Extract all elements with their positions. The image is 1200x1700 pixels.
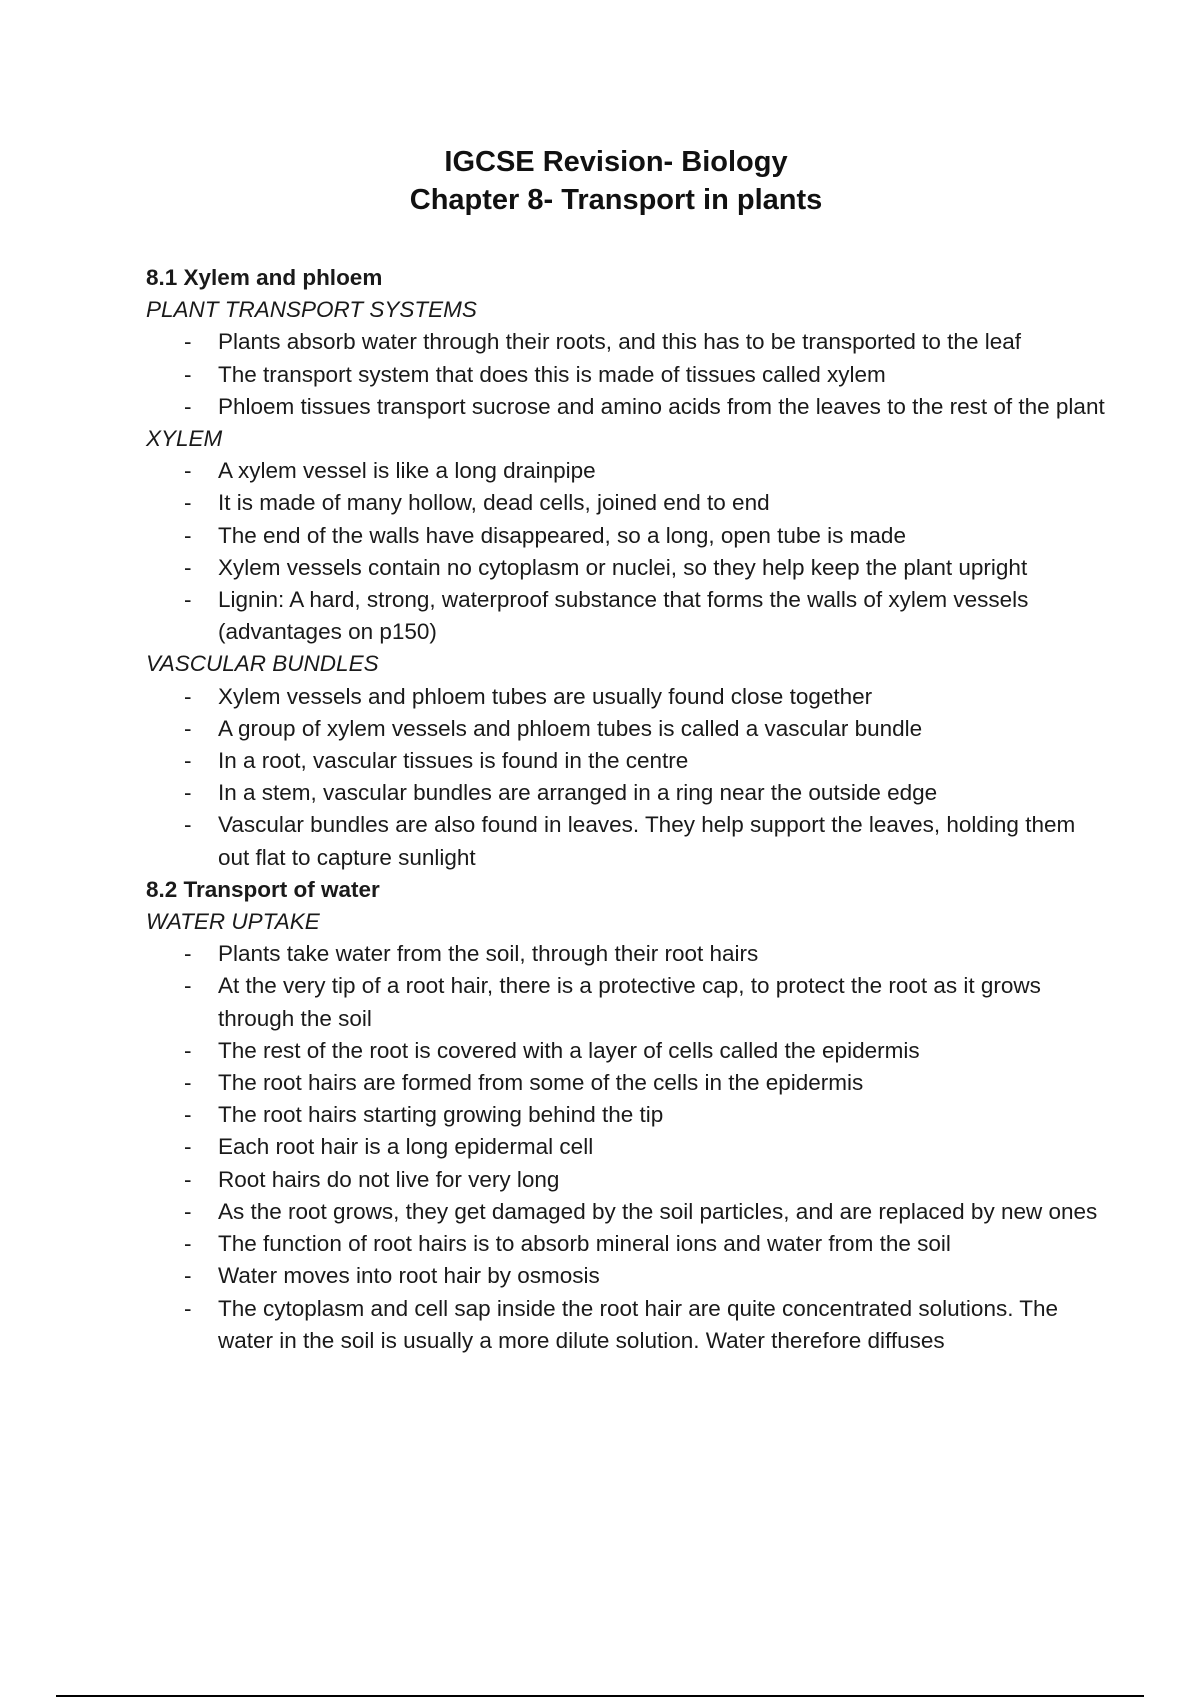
list-item-text: Lignin: A hard, strong, waterproof substance that forms the walls of xylem vessels (advantages on p150) (218, 587, 1029, 645)
list-item-text: In a stem, vascular bundles are arranged in a ring near the outside edge (218, 780, 938, 806)
bullet-list (146, 938, 1106, 1357)
bullet-dash-icon: - (184, 812, 192, 838)
bullet-dash-icon: - (184, 1166, 192, 1192)
list-item (146, 326, 1106, 358)
subsection-heading: PLANT TRANSPORT SYSTEMS (146, 297, 477, 323)
list-item-text: Xylem vessels contain no cytoplasm or nuclei, so they help keep the plant upright (218, 554, 1028, 580)
list-item (146, 552, 1106, 584)
list-item-text: The rest of the root is covered with a layer of cells called the epidermis (218, 1037, 920, 1063)
list-item (146, 1260, 1106, 1292)
subsection-heading: VASCULAR BUNDLES (146, 651, 379, 677)
list-item (146, 1131, 1106, 1163)
document-title: IGCSE Revision- Biology (444, 146, 788, 178)
list-item (146, 970, 1106, 1034)
list-item (146, 809, 1106, 873)
bullet-dash-icon: - (184, 1070, 192, 1096)
list-item (146, 745, 1106, 777)
list-item-text: The function of root hairs is to absorb mineral ions and water from the soil (218, 1231, 951, 1257)
list-item-text: Vascular bundles are also found in leaves. They help support the leaves, holding them out flat to capture sunlight (218, 812, 1076, 870)
list-item (146, 359, 1106, 391)
list-item (146, 938, 1106, 970)
list-item-text: Root hairs do not live for very long (218, 1166, 560, 1192)
bullet-dash-icon: - (184, 1102, 192, 1128)
list-item (146, 584, 1106, 648)
list-item (146, 1228, 1106, 1260)
bullet-dash-icon: - (184, 1263, 192, 1289)
list-item-text: Each root hair is a long epidermal cell (218, 1134, 594, 1160)
chapter-title: Chapter 8- Transport in plants (409, 184, 823, 216)
bullet-list (146, 326, 1106, 423)
list-item-text: At the very tip of a root hair, there is a protective cap, to protect the root as it grows through the soil (218, 973, 1041, 1031)
bullet-list (146, 681, 1106, 874)
document-body (146, 262, 1106, 1357)
list-item (146, 1293, 1106, 1357)
list-item (146, 391, 1106, 423)
bullet-dash-icon: - (184, 490, 192, 516)
bullet-dash-icon: - (184, 587, 192, 613)
list-item-text: Xylem vessels and phloem tubes are usually found close together (218, 683, 873, 709)
list-item-text: A xylem vessel is like a long drainpipe (218, 458, 596, 484)
section-heading: 8.2 Transport of water (146, 876, 380, 902)
list-item (146, 1099, 1106, 1131)
bullet-dash-icon: - (184, 683, 192, 709)
bullet-dash-icon: - (184, 973, 192, 999)
list-item-text: The root hairs starting growing behind the tip (218, 1102, 664, 1128)
list-item (146, 681, 1106, 713)
bullet-dash-icon: - (184, 522, 192, 548)
list-item (146, 520, 1106, 552)
list-item-text: Plants absorb water through their roots, and this has to be transported to the leaf (218, 329, 1021, 355)
list-item-text: The transport system that does this is made of tissues called xylem (218, 361, 886, 387)
bullet-dash-icon: - (184, 329, 192, 355)
subsection-heading: WATER UPTAKE (146, 909, 320, 935)
list-item-text: As the root grows, they get damaged by the soil particles, and are replaced by new ones (218, 1198, 1098, 1224)
bullet-dash-icon: - (184, 780, 192, 806)
bullet-dash-icon: - (184, 1037, 192, 1063)
list-item-text: The cytoplasm and cell sap inside the root hair are quite concentrated solutions. The water in the soil is usually a more dilute solution. Water therefore diffuses (218, 1295, 1059, 1353)
bullet-dash-icon: - (184, 1295, 192, 1321)
section-heading: 8.1 Xylem and phloem (146, 265, 383, 290)
list-item (146, 1196, 1106, 1228)
bullet-dash-icon: - (184, 361, 192, 387)
list-item (146, 1164, 1106, 1196)
bullet-dash-icon: - (184, 554, 192, 580)
bullet-dash-icon: - (184, 1198, 192, 1224)
list-item (146, 777, 1106, 809)
list-item-text: The end of the walls have disappeared, so a long, open tube is made (218, 522, 906, 548)
bullet-dash-icon: - (184, 458, 192, 484)
list-item-text: Plants take water from the soil, through their root hairs (218, 941, 759, 967)
list-item-text: Water moves into root hair by osmosis (218, 1263, 600, 1289)
list-item (146, 1067, 1106, 1099)
list-item-text: A group of xylem vessels and phloem tubes is called a vascular bundle (218, 715, 923, 741)
list-item (146, 455, 1106, 487)
list-item (146, 1035, 1106, 1067)
subsection-heading: XYLEM (146, 426, 223, 452)
list-item-text: Phloem tissues transport sucrose and amino acids from the leaves to the rest of the plant (218, 393, 1105, 419)
bullet-dash-icon: - (184, 1231, 192, 1257)
list-item-text: It is made of many hollow, dead cells, joined end to end (218, 490, 770, 516)
bullet-dash-icon: - (184, 941, 192, 967)
bullet-dash-icon: - (184, 393, 192, 419)
bullet-list (146, 455, 1106, 648)
list-item (146, 487, 1106, 519)
footer-divider (56, 1695, 1144, 1697)
list-item-text: The root hairs are formed from some of the cells in the epidermis (218, 1070, 864, 1096)
bullet-dash-icon: - (184, 715, 192, 741)
title-block (0, 143, 1200, 219)
list-item (146, 713, 1106, 745)
list-item-text: In a root, vascular tissues is found in the centre (218, 748, 689, 774)
bullet-dash-icon: - (184, 1134, 192, 1160)
bullet-dash-icon: - (184, 748, 192, 774)
